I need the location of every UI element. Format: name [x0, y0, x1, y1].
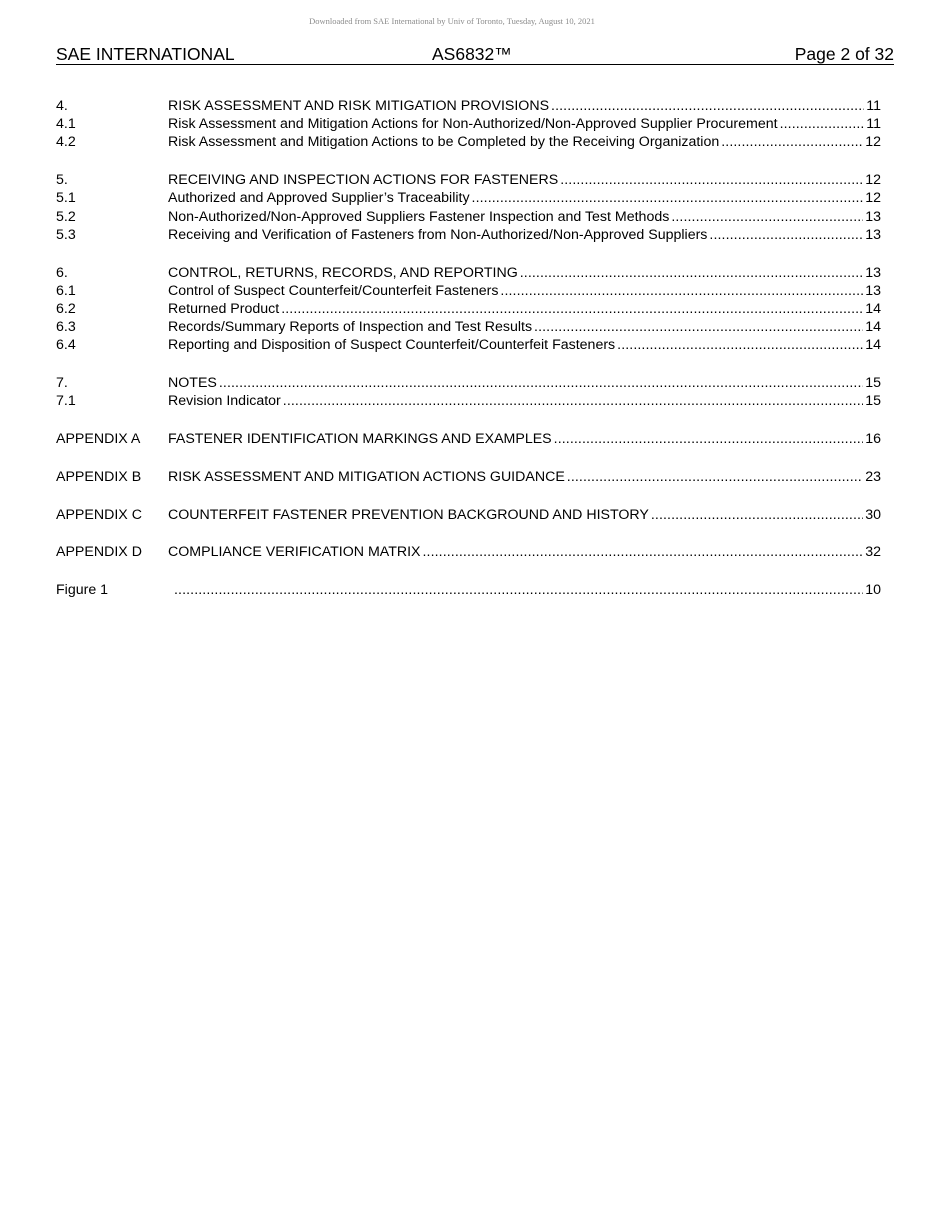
toc-entry-title: RISK ASSESSMENT AND RISK MITIGATION PROVISIONS: [168, 98, 550, 114]
toc-entry-appendix-b[interactable]: [56, 468, 881, 486]
toc-entry-5-3[interactable]: [56, 226, 881, 244]
toc-entry-page: 30: [865, 506, 881, 523]
toc-entry-5-1[interactable]: [56, 189, 881, 207]
dot-leader: [520, 264, 863, 282]
toc-entry-appendix-a[interactable]: [56, 430, 881, 448]
page-header: [56, 44, 894, 65]
toc-entry-number: 6.1: [56, 282, 76, 299]
toc-entry-page: 13: [865, 264, 881, 281]
dot-leader: [174, 581, 863, 599]
toc-entry-page: 14: [865, 300, 881, 317]
toc-entry-number: 5.3: [56, 226, 76, 243]
toc-entry-title: NOTES: [168, 375, 217, 392]
dot-leader: [283, 392, 863, 410]
toc-entry-title: Non-Authorized/Non-Approved Suppliers Fastener Inspection and Test Methods: [168, 208, 670, 225]
toc-entry-6-1[interactable]: [56, 282, 881, 300]
toc-entry-title: RISK ASSESSMENT AND MITIGATION ACTIONS GUIDANCE: [168, 468, 565, 485]
toc-entry-page: 12: [865, 134, 881, 151]
toc-entry-title: Reporting and Disposition of Suspect Counterfeit/Counterfeit Fasteners: [168, 337, 616, 354]
toc-entry-title: CONTROL, RETURNS, RECORDS, AND REPORTING: [168, 264, 518, 281]
toc-entry-title: Authorized and Approved Supplier’s Traceability: [168, 190, 470, 207]
toc-entry-page: 14: [865, 319, 881, 336]
dot-leader: [671, 208, 863, 226]
header-document-id: AS6832™: [432, 44, 512, 64]
dot-leader: [423, 543, 864, 561]
toc-entry-number: 4.1: [56, 116, 76, 133]
toc-entry-title: Risk Assessment and Mitigation Actions for Non-Authorized/Non-Approved Supplier Procurement: [168, 116, 778, 133]
toc-entry-6-3[interactable]: [56, 318, 881, 336]
dot-leader: [560, 171, 863, 189]
toc-entry-number: 6.4: [56, 337, 76, 354]
toc-entry-page: 32: [865, 544, 881, 561]
toc-entry-page: 13: [865, 226, 881, 243]
toc-entry-number: 7.1: [56, 393, 76, 410]
dot-leader: [281, 300, 863, 318]
toc-entry-number: APPENDIX B: [56, 468, 142, 485]
toc-entry-7-1[interactable]: [56, 392, 881, 410]
toc-entry-appendix-c[interactable]: [56, 506, 881, 524]
toc-entry-page: 15: [865, 393, 881, 410]
toc-entry-number: Figure 1: [56, 582, 109, 599]
toc-entry-number: 5.: [56, 172, 68, 189]
dot-leader: [500, 282, 863, 300]
toc-entry-number: 6.: [56, 264, 68, 281]
toc-entry-number: 4.2: [56, 134, 76, 151]
toc-entry-title: RECEIVING AND INSPECTION ACTIONS FOR FASTENERS: [168, 172, 559, 189]
dot-leader: [551, 97, 864, 115]
download-watermark: Downloaded from SAE International by Univ of Toronto, Tuesday, August 10, 2021: [309, 16, 595, 26]
toc-entry-page: 10: [865, 582, 881, 599]
dot-leader: [567, 468, 863, 486]
toc-entry-title: COMPLIANCE VERIFICATION MATRIX: [168, 544, 421, 561]
toc-entry-title: Returned Product: [168, 300, 280, 317]
toc-entry-number: 7.: [56, 375, 68, 392]
toc-entry-5-2[interactable]: [56, 208, 881, 226]
dot-leader: [651, 506, 863, 524]
toc-entry-number: 5.1: [56, 190, 76, 207]
toc-entry-4[interactable]: [56, 97, 881, 115]
toc-entry-number: 5.2: [56, 208, 76, 225]
dot-leader: [472, 189, 864, 207]
dot-leader: [534, 318, 863, 336]
toc-entry-appendix-d[interactable]: [56, 543, 881, 561]
toc-entry-6-4[interactable]: [56, 336, 881, 354]
toc-entry-6[interactable]: [56, 264, 881, 282]
dot-leader: [617, 336, 863, 354]
toc-entry-title: Revision Indicator: [168, 393, 281, 410]
toc-entry-page: 12: [865, 190, 881, 207]
toc-entry-number: 4.: [56, 98, 68, 114]
dot-leader: [721, 133, 863, 151]
toc-entry-page: 15: [865, 375, 881, 392]
toc-entry-5[interactable]: [56, 171, 881, 189]
toc-entry-page: 12: [865, 172, 881, 189]
dot-leader: [219, 374, 863, 392]
toc-entry-page: 14: [865, 337, 881, 354]
toc-entry-number: 6.2: [56, 300, 76, 317]
toc-entry-page: 11: [866, 98, 881, 114]
toc-entry-page: 16: [865, 431, 881, 447]
header-organization: SAE INTERNATIONAL: [56, 44, 235, 64]
toc-entry-page: 11: [866, 116, 881, 133]
toc-entry-page: 23: [865, 468, 881, 485]
toc-entry-number: APPENDIX D: [56, 544, 142, 561]
toc-entry-number: APPENDIX A: [56, 431, 141, 447]
toc-entry-6-2[interactable]: [56, 300, 881, 318]
toc-entry-page: 13: [865, 282, 881, 299]
toc-entry-page: 13: [865, 208, 881, 225]
toc-entry-4-2[interactable]: [56, 133, 881, 151]
toc-entry-figure-1[interactable]: [56, 581, 881, 599]
toc-entry-title: FASTENER IDENTIFICATION MARKINGS AND EXAMPLES: [168, 431, 552, 447]
toc-entry-title: Receiving and Verification of Fasteners from Non-Authorized/Non-Approved Suppliers: [168, 226, 708, 243]
dot-leader: [780, 115, 865, 133]
header-page-number: Page 2 of 32: [794, 44, 894, 64]
toc-entry-title: COUNTERFEIT FASTENER PREVENTION BACKGROUND AND HISTORY: [168, 506, 649, 523]
toc-entry-title: Control of Suspect Counterfeit/Counterfeit Fasteners: [168, 282, 499, 299]
dot-leader: [554, 430, 864, 448]
toc-entry-number: 6.3: [56, 319, 76, 336]
dot-leader: [709, 226, 863, 244]
table-of-contents: [56, 97, 881, 599]
toc-entry-4-1[interactable]: [56, 115, 881, 133]
toc-entry-number: APPENDIX C: [56, 506, 142, 523]
toc-entry-7[interactable]: [56, 374, 881, 392]
toc-entry-title: Records/Summary Reports of Inspection and Test Results: [168, 319, 533, 336]
toc-entry-title: Risk Assessment and Mitigation Actions to be Completed by the Receiving Organization: [168, 134, 720, 151]
